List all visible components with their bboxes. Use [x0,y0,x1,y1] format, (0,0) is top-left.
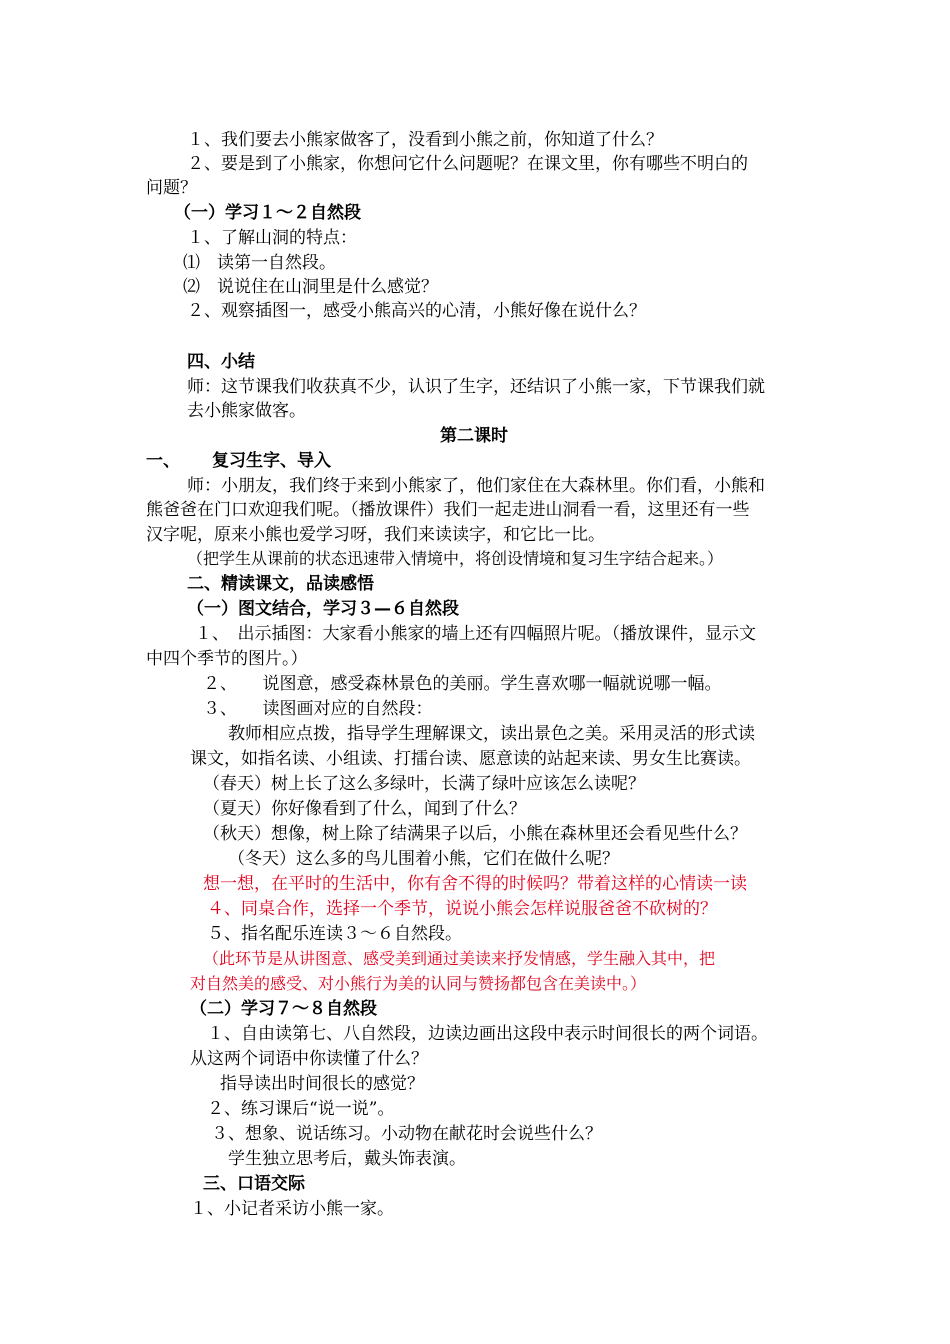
text-line: 学生独立思考后，戴头饰表演。 [228,1149,466,1169]
text-line: 中四个季节的图片。） [146,649,308,669]
text-line: 熊爸爸在门口欢迎我们呢。（播放课件）我们一起走进山洞看一看，这里还有一些 [146,500,750,520]
text-line: ２、要是到了小熊家，你想问它什么问题呢？在课文里，你有哪些不明白的 [187,154,748,174]
text-line: ２、观察插图一，感受小熊高兴的心清，小熊好像在说什么？ [187,301,646,321]
note-line: 对自然美的感受、对小熊行为美的认同与赞扬都包含在美读中。） [190,974,647,993]
text-line: （秋天）想像，树上除了结满果子以后，小熊在森林里还会看见些什么？ [203,824,747,844]
text-line: 问题？ [146,178,197,198]
text-line: 课文，如指名读、小组读、打擂台读、愿意读的站起来读、男女生比赛读。 [190,749,751,769]
section-heading: （二）学习７～８自然段 [190,999,377,1019]
text-line: １、 出示插图：大家看小熊家的墙上还有四幅照片呢。（播放课件，显示文 [195,624,756,644]
section-heading: 二、精读课文，品读感悟 [187,574,374,594]
text-line: ⑵ 说说住在山洞里是什么感觉？ [183,277,438,297]
text-line: １、自由读第七、八自然段，边读边画出这段中表示时间很长的两个词语。 [207,1024,768,1044]
text-line: 汉字呢，原来小熊也爱学习呀，我们来读读字，和它比一比。 [146,525,605,545]
text-line: １、我们要去小熊家做客了，没看到小熊之前，你知道了什么？ [187,130,663,150]
highlight-line: 想一想，在平时的生活中，你有舍不得的时候吗？带着这样的心情读一读 [203,874,747,894]
text-line: １、了解山洞的特点： [187,228,357,248]
text-line: ３、 读图画对应的自然段： [203,699,433,719]
text-line: ５、指名配乐连读３～６自然段。 [207,924,462,944]
note-line: （把学生从课前的状态迅速带入情境中，将创设情境和复习生字结合起来。） [187,549,724,568]
text-line: （夏天）你好像看到了什么，闻到了什么？ [203,799,526,819]
lesson-title: 第二课时 [440,426,508,446]
text-line: 从这两个词语中你读懂了什么？ [190,1049,428,1069]
text-line: ２、练习课后“说一说”。 [207,1099,395,1119]
text-line: （春天）树上长了这么多绿叶，长满了绿叶应该怎么读呢？ [203,774,645,794]
text-line: ⑴ 读第一自然段。 [183,253,336,273]
text-line: ２、 说图意，感受森林景色的美丽。学生喜欢哪一幅就说哪一幅。 [203,674,722,694]
text-line: 教师相应点拨，指导学生理解课文，读出景色之美。采用灵活的形式读 [228,724,755,744]
text-line: 师：这节课我们收获真不少，认识了生字，还结识了小熊一家，下节课我们就 [187,377,765,397]
text-line: 去小熊家做客。 [187,401,306,421]
text-line: 指导读出时间很长的感觉？ [220,1074,424,1094]
section-heading: 复习生字、导入 [212,451,331,471]
note-line: （此环节是从讲图意、感受美到通过美读来抒发情感，学生融入其中，把 [203,949,716,968]
text-line: ３、想象、说话练习。小动物在献花时会说些什么？ [211,1124,602,1144]
section-number: 一、 [146,451,180,471]
section-heading: 三、口语交际 [203,1174,305,1194]
section-heading: （一）学习１～２自然段 [174,203,361,223]
text-line: （冬天）这么多的鸟儿围着小熊，它们在做什么呢？ [228,849,619,869]
highlight-line: ４、同桌合作，选择一个季节，说说小熊会怎样说服爸爸不砍树的？ [207,899,717,919]
text-line: 师：小朋友，我们终于来到小熊家了，他们家住在大森林里。你们看，小熊和 [187,476,765,496]
text-line: １、小记者采访小熊一家。 [190,1199,394,1219]
section-heading: 四、小结 [187,352,255,372]
section-heading: （一）图文结合，学习３—６自然段 [187,599,459,619]
